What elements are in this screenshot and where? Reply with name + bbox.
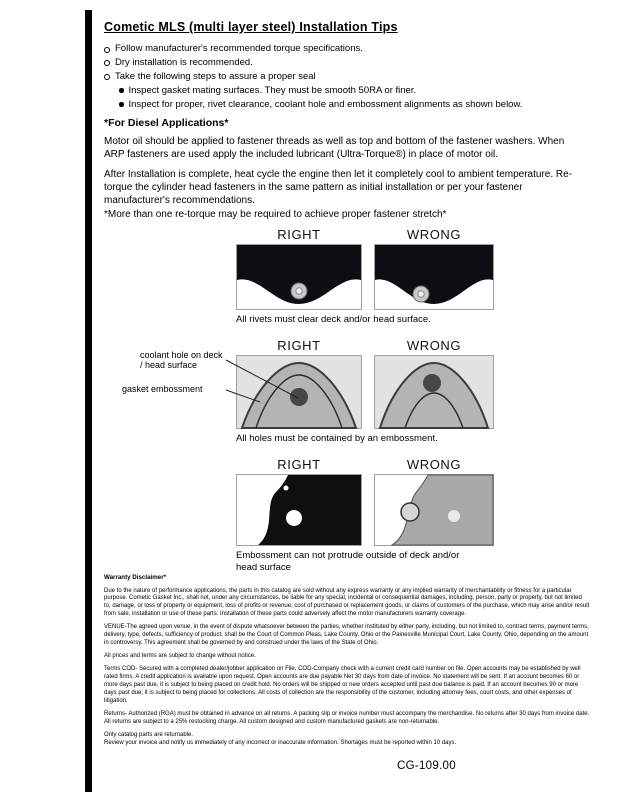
diesel-paragraph-2: After Installation is complete, heat cycle the engine then let it completely cool to ambient temperature. Re-torque the cylinder head fasteners in the same pattern as initial installation or per your fastener manufacturer's recommendations.	[104, 169, 573, 207]
annotation-leader-lines	[224, 348, 314, 418]
retorque-note: *More than one re-torque may be required to achieve proper fastener stretch*	[104, 209, 447, 220]
list-item	[104, 72, 586, 82]
list-item-text: Inspect for proper, rivet clearance, coolant hole and embossment alignments as shown below.	[128, 98, 523, 110]
left-border-bar	[85, 10, 92, 792]
list-item-text: Dry installation is recommended.	[115, 56, 253, 68]
diagram-row-rivets	[236, 227, 494, 326]
bullet-icon	[104, 47, 110, 53]
list-item-text: Inspect gasket mating surfaces. They must be smooth 50RA or finer.	[128, 84, 417, 96]
wrong-label: WRONG	[406, 337, 462, 353]
bullet-icon	[104, 74, 110, 80]
list-item	[104, 44, 586, 54]
list-item-text: Follow manufacturer's recommended torque specifications.	[115, 43, 363, 54]
list-item-text: Take the following steps to assure a proper seal	[115, 70, 316, 82]
diagram-caption: All rivets must clear deck and/or head surface.	[236, 314, 431, 325]
list-item	[119, 86, 586, 96]
diagram-row-holes	[122, 337, 494, 445]
protruding-embossment-icon	[401, 503, 419, 521]
diagram-row-protrude	[236, 457, 494, 574]
right-label: RIGHT	[277, 227, 321, 242]
legal-paragraph: Returns- Authorized (RGA) must be obtained in advance on all returns. A packing slip or invoice number must accompany the merchandise. No returns after 30 days from invoice date. All returns are subject to a 25% restocking charge. All custom designed and custom manufactured gaskets are non-returnable.	[104, 710, 590, 725]
legal-paragraph: Due to the nature of performance applications, the parts in this catalog are sold without any express warranty or any implied warranty of merchantability or fitness for a particular purpose. Cometic Gasket Inc., shall not, under any circumstances, be liable for any special, incidental or consequential damages, including, person, party or property, but not limited to, damage, or loss of property or equipment, loss of profits or revenue, cost of purchased or replacement goods, or claims of customers of the purchase, which may arise and/or result from sale, installation or use of these parts. Installation of these parts could adversely affect the motor manufacturers warranty coverage.	[104, 587, 590, 617]
coolant-hole-icon	[423, 374, 441, 392]
rivet-right-figure	[236, 244, 362, 310]
right-label: RIGHT	[277, 456, 321, 472]
gasket-embossment-label: gasket embossment	[122, 383, 203, 394]
coolant-hole-label: coolant hole on deck / head surface	[140, 349, 223, 371]
deck-right-figure	[236, 474, 362, 546]
hole-icon	[286, 510, 302, 526]
page-code: CG-109.00	[397, 760, 456, 772]
diagram-caption: Embossment can not protrude outside of deck and/or head surface	[236, 549, 460, 573]
deck-wrong-figure	[374, 474, 494, 546]
legal-paragraph: Terms COD- Secured with a completed dealer/jobber application on File, COD-Company check with a current credit card number on file. Open accounts may be established by well rated firms. A credit application is available upon request. Open accounts are due payable Net 30 days from date of invoice. No statement will be sent. If an account becomes 60 or more days past due, it is subject to being placed on credit hold. No orders will be shipped or new orders accepted until past due balance is paid. If an account becomes 90 or more days past due, it is subject to being placed for collections. All costs of collection are the responsibility of the customer, including attorney fees, court costs, and other expenses of litigation.	[104, 666, 581, 704]
right-label: RIGHT	[277, 337, 321, 353]
legal-paragraph: Only catalog parts are returnable.	[104, 732, 194, 739]
diesel-applications-heading: *For Diesel Applications*	[104, 117, 229, 129]
legal-paragraph: All prices and terms are subject to change without notice.	[104, 653, 256, 660]
diesel-paragraph-1: Motor oil should be applied to fastener threads as well as top and bottom of the fastener washers. When ARP fasteners are used apply the included lubricant (Ultra-Torque®) in place of motor oil.	[104, 136, 565, 161]
list-item	[104, 58, 586, 68]
sub-list	[119, 86, 586, 110]
warranty-disclaimer-heading: Warranty Disclaimer*	[104, 574, 167, 581]
sub-bullet-icon	[119, 102, 124, 107]
wrong-label: WRONG	[406, 456, 462, 472]
legal-paragraph: VENUE-The agreed upon venue, in the event of dispute whatsoever between the parties, whether instituted by either party, including, but not limited to, contract terms, payment terms, delivery, type, defects, sufficiency of product, shall be the Court of Common Pleas, Lake County, Ohio or the Painesville Municipal Court, Lake County, Ohio, depending on the amount in controversy. This agreement shall be governed by and construed under the laws of the State of Ohio.	[104, 624, 589, 646]
bullet-icon	[104, 60, 110, 66]
embossment-wrong-figure	[374, 355, 494, 429]
diagram-caption: All holes must be contained by an embossment.	[236, 432, 438, 444]
sub-bullet-icon	[119, 88, 124, 93]
wrong-label: WRONG	[406, 227, 462, 242]
warranty-disclaimer-section	[104, 574, 590, 753]
rivet-wrong-figure	[374, 244, 494, 310]
list-item	[119, 100, 586, 110]
page-title: Cometic MLS (multi layer steel) Installation Tips	[104, 20, 398, 34]
installation-tips-list	[104, 44, 586, 114]
legal-paragraph: Review your invoice and notify us immediately of any incorrect or inaccurate information. Shortages must be reported within 10 days.	[104, 739, 457, 746]
